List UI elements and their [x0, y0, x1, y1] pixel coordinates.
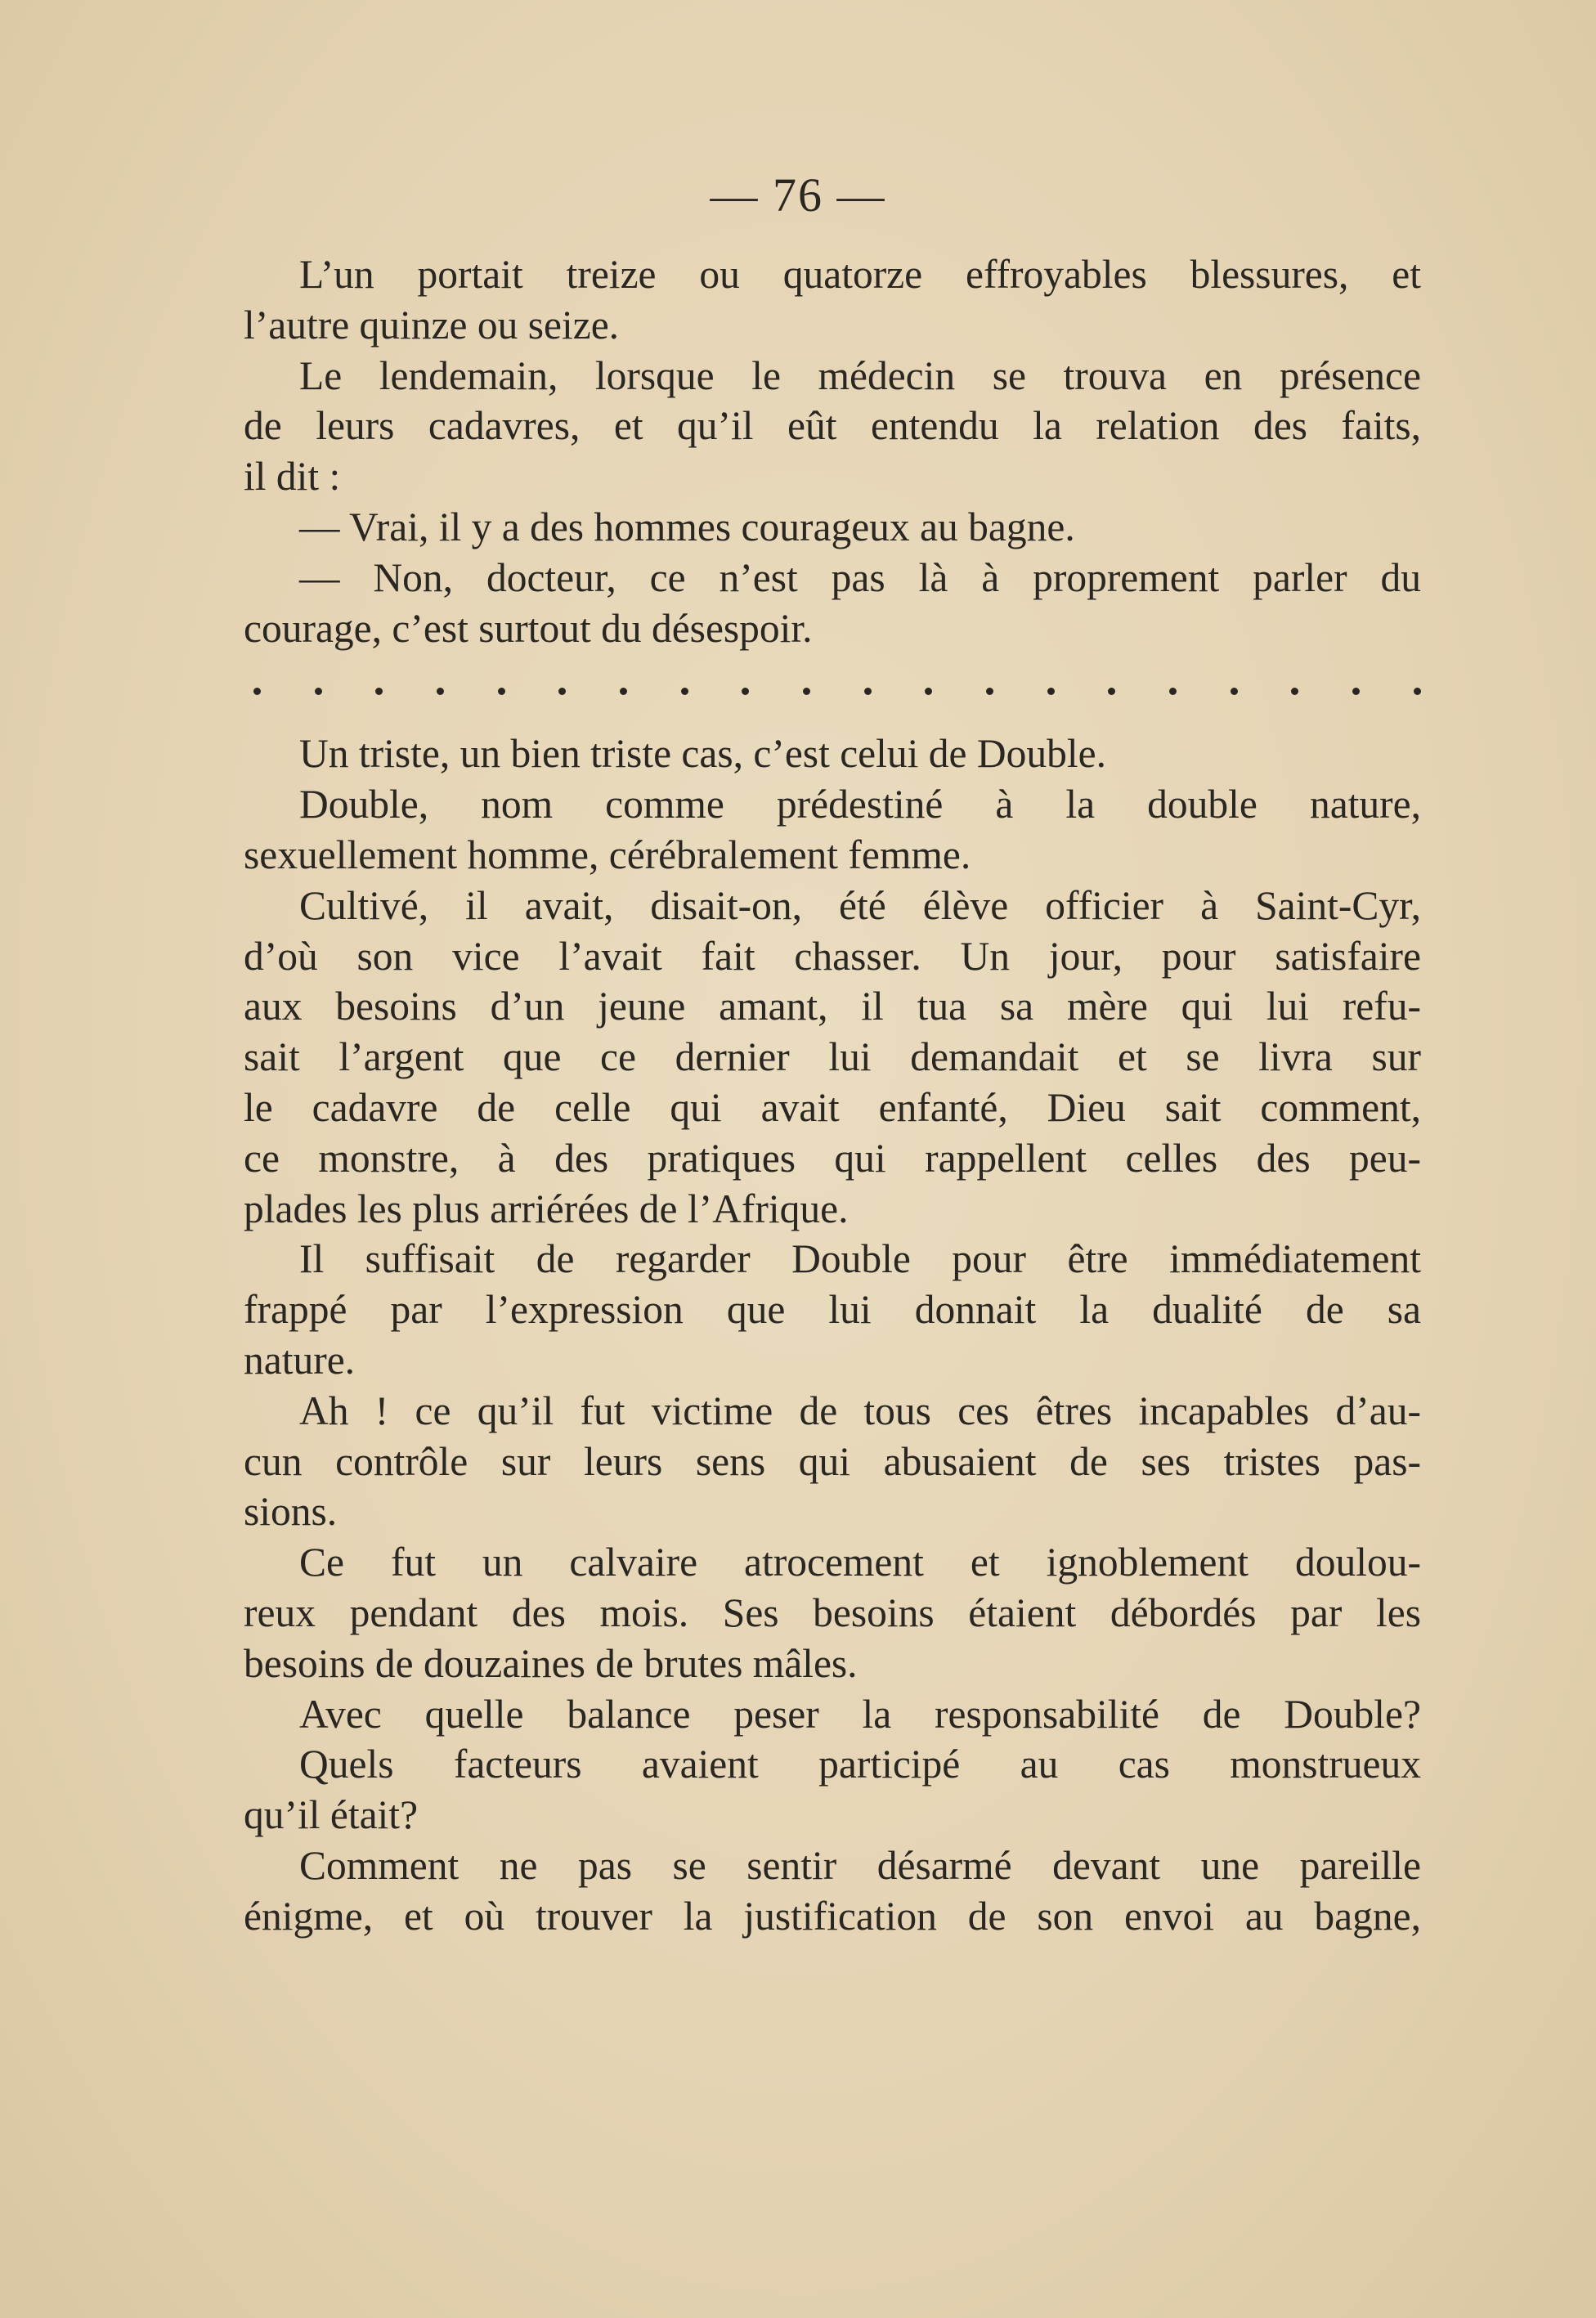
paragraph — [244, 1841, 1421, 1942]
dot — [925, 688, 932, 695]
dot — [1231, 688, 1238, 695]
dot — [864, 688, 872, 695]
paragraph — [244, 779, 1421, 881]
dot — [803, 688, 810, 695]
text-line: aux besoins d’un jeune amant, il tua sa mère qui lui refu- — [244, 984, 1421, 1029]
paragraph — [244, 1689, 1421, 1740]
dot — [437, 688, 444, 695]
text-line: il dit : — [244, 454, 341, 500]
dot — [1047, 688, 1055, 695]
text-line: plades les plus arriérées de l’Afrique. — [244, 1186, 849, 1231]
dot — [742, 688, 749, 695]
page-text — [244, 249, 1421, 1942]
dot — [620, 688, 627, 695]
paragraph — [244, 729, 1421, 779]
text-line: d’où son vice l’avait fait chasser. Un jour, pour satisfaire — [244, 933, 1421, 979]
text-line: — Non, docteur, ce n’est pas là à proprement parler du — [299, 554, 1421, 600]
text-line: Comment ne pas se sentir désarmé devant une pareille — [299, 1842, 1421, 1888]
page-number: — 76 — — [710, 168, 886, 222]
dot — [315, 688, 322, 695]
text-line: Cultivé, il avait, disait-on, été élève officier à Saint-Cyr, — [299, 882, 1421, 928]
text-line: cun contrôle sur leurs sens qui abusaient de ses tristes pas- — [244, 1438, 1421, 1484]
paragraph — [244, 249, 1421, 351]
dot — [253, 688, 261, 695]
dot — [1108, 688, 1115, 695]
text-line: L’un portait treize ou quatorze effroyables blessures, et — [299, 252, 1421, 297]
text-line: Double, nom comme prédestiné à la double nature, — [299, 782, 1421, 827]
paragraph — [244, 1234, 1421, 1385]
text-line: l’autre quinze ou seize. — [244, 302, 620, 347]
paragraph — [244, 553, 1421, 654]
text-line: Ah ! ce qu’il fut victime de tous ces êtres incapables d’au- — [299, 1388, 1421, 1433]
paragraph — [244, 1739, 1421, 1841]
text-line: ce monstre, à des pratiques qui rappellent celles des peu- — [244, 1135, 1421, 1181]
text-line: qu’il était? — [244, 1792, 419, 1838]
text-line: Il suffisait de regarder Double pour être immédiatement — [299, 1236, 1421, 1282]
paragraph — [244, 1537, 1421, 1688]
paragraph — [244, 351, 1421, 502]
text-line: Un triste, un bien triste cas, c’est celui de Double. — [299, 731, 1106, 777]
dot — [1291, 688, 1298, 695]
section-break-dots — [244, 653, 1421, 729]
dot — [681, 688, 688, 695]
dot — [1414, 688, 1421, 695]
dot — [375, 688, 383, 695]
text-line: — Vrai, il y a des hommes courageux au bagne. — [299, 504, 1075, 549]
dot — [558, 688, 566, 695]
text-line: besoins de douzaines de brutes mâles. — [244, 1640, 858, 1686]
paragraph — [244, 1386, 1421, 1537]
text-line: Ce fut un calvaire atrocement et ignoblement doulou- — [299, 1540, 1421, 1585]
dot — [986, 688, 993, 695]
dot — [1352, 688, 1360, 695]
text-line: énigme, et où trouver la justification de son envoi au bagne, — [244, 1893, 1421, 1939]
dot — [498, 688, 505, 695]
text-line: sexuellement homme, cérébralement femme. — [244, 832, 971, 877]
text-line: sait l’argent que ce dernier lui demandait et se livra sur — [244, 1034, 1421, 1080]
text-line: frappé par l’expression que lui donnait la dualité de sa — [244, 1287, 1421, 1333]
text-line: Quels facteurs avaient participé au cas monstrueux — [299, 1742, 1421, 1787]
text-line: Avec quelle balance peser la responsabilité de Double? — [299, 1691, 1421, 1737]
text-line: Le lendemain, lorsque le médecin se trouva en présence — [299, 352, 1421, 398]
paragraph — [244, 881, 1421, 1235]
dot — [1169, 688, 1177, 695]
text-line: nature. — [244, 1337, 356, 1383]
text-line: reux pendant des mois. Ses besoins étaient débordés par les — [244, 1589, 1421, 1635]
paragraph — [244, 502, 1421, 553]
text-line: sions. — [244, 1489, 338, 1535]
text-line: le cadavre de celle qui avait enfanté, Dieu sait comment, — [244, 1084, 1421, 1130]
text-line: courage, c’est surtout du désespoir. — [244, 605, 813, 651]
text-line: de leurs cadavres, et qu’il eût entendu la relation des faits, — [244, 403, 1421, 449]
